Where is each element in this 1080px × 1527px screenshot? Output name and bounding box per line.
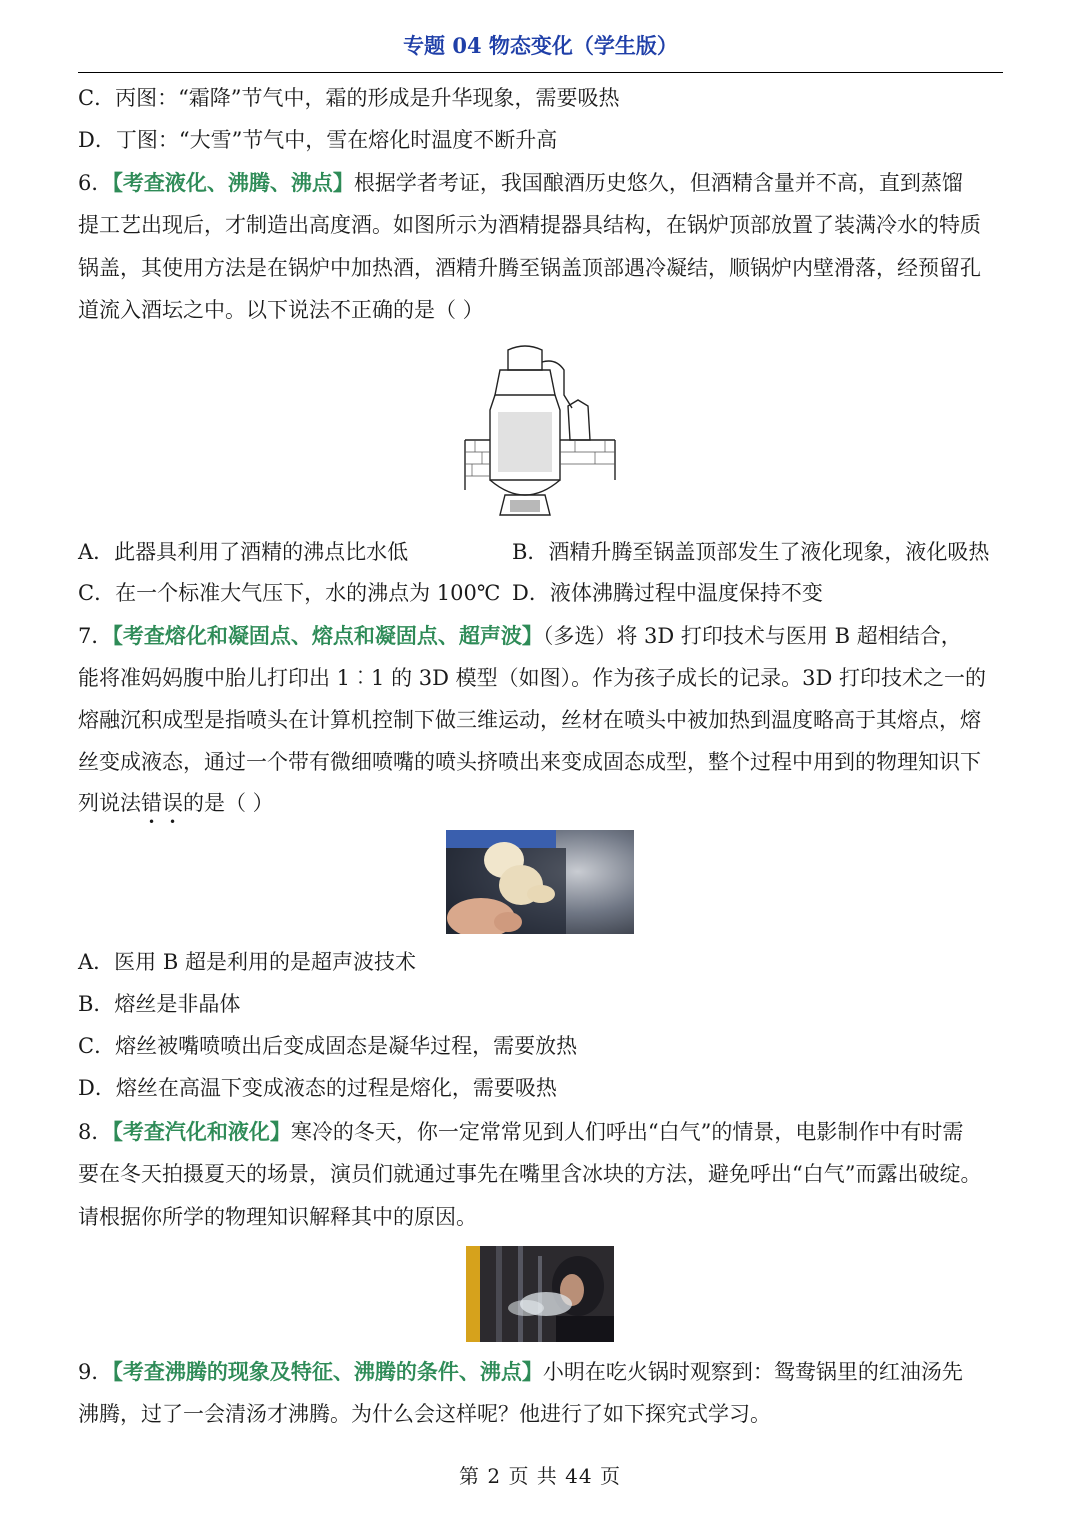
q7-line-5 xyxy=(78,788,1003,818)
q9-line-2: 沸腾，过了一会清汤才沸腾。为什么会这样呢？他进行了如下探究式学习。 xyxy=(78,1402,771,1426)
q8-line-1 xyxy=(78,1117,1003,1147)
q6-topic-tag: 【考查液化、沸腾、沸点】 xyxy=(112,170,354,195)
q7-line-3: 熔融沉积成型是指喷头在计算机控制下做三维运动，丝材在喷头中被加热到温度略高于其熔点，熔 xyxy=(78,708,981,732)
q6-line-3: 锅盖，其使用方法是在锅炉中加热酒，酒精升腾至锅盖顶部遇冷凝结，顺锅炉内壁滑落，经预留孔 xyxy=(78,256,981,280)
q7-topic-tag: 【考查熔化和凝固点、熔点和凝固点、超声波】 xyxy=(112,623,543,648)
q7-option-b: B．熔丝是非晶体 xyxy=(78,992,241,1016)
q8-line-2: 要在冬天拍摄夏天的场景，演员们就通过事先在嘴里含冰块的方法，避免呼出“白气”而露出破绽。 xyxy=(78,1162,982,1186)
q8-line-3: 请根据你所学的物理知识解释其中的原因。 xyxy=(78,1205,477,1229)
q7-emphasis-char-1: 错 xyxy=(141,791,162,815)
q9-line-1 xyxy=(78,1357,1003,1387)
3d-printed-fetus-photo xyxy=(446,830,634,934)
q7-line-1 xyxy=(78,621,1003,651)
q6-line-1 xyxy=(78,168,1003,198)
q5-option-d: D．丁图：“大雪”节气中，雪在熔化时温度不断升高 xyxy=(78,128,558,152)
header-rule xyxy=(78,72,1003,73)
q8-text-1: 寒冷的冬天，你一定常常见到人们呼出“白气”的情景，电影制作中有时需 xyxy=(290,1120,964,1144)
q6-option-b: B．酒精升腾至锅盖顶部发生了液化现象，液化吸热 xyxy=(512,540,990,564)
cold-breath-photo xyxy=(466,1246,614,1342)
q7-number: 7． xyxy=(78,624,113,648)
page-header-title: 专题 04 物态变化（学生版） xyxy=(403,33,678,58)
q7-text-1: （多选）将 3D 打印技术与医用 B 超相结合， xyxy=(542,624,962,648)
q9-text-1: 小明在吃火锅时观察到：鸳鸯锅里的红油汤先 xyxy=(542,1360,963,1384)
q9-number: 9． xyxy=(78,1360,113,1384)
q7-option-d: D．熔丝在高温下变成液态的过程是熔化，需要吸热 xyxy=(78,1076,557,1100)
q6-option-d: D．液体沸腾过程中温度保持不变 xyxy=(512,581,823,605)
q7-line-4: 丝变成液态，通过一个带有微细喷嘴的喷头挤喷出来变成固态成型，整个过程中用到的物理知识下 xyxy=(78,750,981,774)
q5-option-c: C．丙图：“霜降”节气中，霜的形成是升华现象，需要吸热 xyxy=(78,86,620,110)
q7-text-5c: 的是（ ） xyxy=(183,791,274,815)
q7-text-5a: 列说法 xyxy=(78,791,141,815)
q6-line-2: 提工艺出现后，才制造出高度酒。如图所示为酒精提器具结构，在锅炉顶部放置了装满冷水的特质 xyxy=(78,213,981,237)
page-footer-number: 第 2 页 共 44 页 xyxy=(459,1464,621,1488)
q8-number: 8． xyxy=(78,1120,113,1144)
q6-options-row-1 xyxy=(78,537,1003,567)
q6-option-a: A．此器具利用了酒精的沸点比水低 xyxy=(78,540,409,564)
q7-line-2: 能将准妈妈腹中胎儿打印出 1︰1 的 3D 模型（如图）。作为孩子成长的记录。3D 打印技术之一的 xyxy=(78,666,986,690)
q7-emphasis-char-2: 误 xyxy=(162,791,183,815)
q7-option-c: C．熔丝被嘴喷喷出后变成固态是凝华过程，需要放热 xyxy=(78,1034,578,1058)
q6-options-row-2 xyxy=(78,578,1003,608)
q6-number: 6． xyxy=(78,171,113,195)
q6-option-c: C．在一个标准大气压下，水的沸点为 100℃ xyxy=(78,581,501,605)
q8-topic-tag: 【考查汽化和液化】 xyxy=(112,1119,291,1144)
q9-topic-tag: 【考查沸腾的现象及特征、沸腾的条件、沸点】 xyxy=(112,1359,543,1384)
q6-text-1: 根据学者考证，我国酿酒历史悠久，但酒精含量并不高，直到蒸馏 xyxy=(353,171,963,195)
q7-option-a: A．医用 B 超是利用的是超声波技术 xyxy=(78,950,416,974)
q6-line-4: 道流入酒坛之中。以下说法不正确的是（ ） xyxy=(78,298,484,322)
distillation-apparatus-figure xyxy=(460,340,620,520)
